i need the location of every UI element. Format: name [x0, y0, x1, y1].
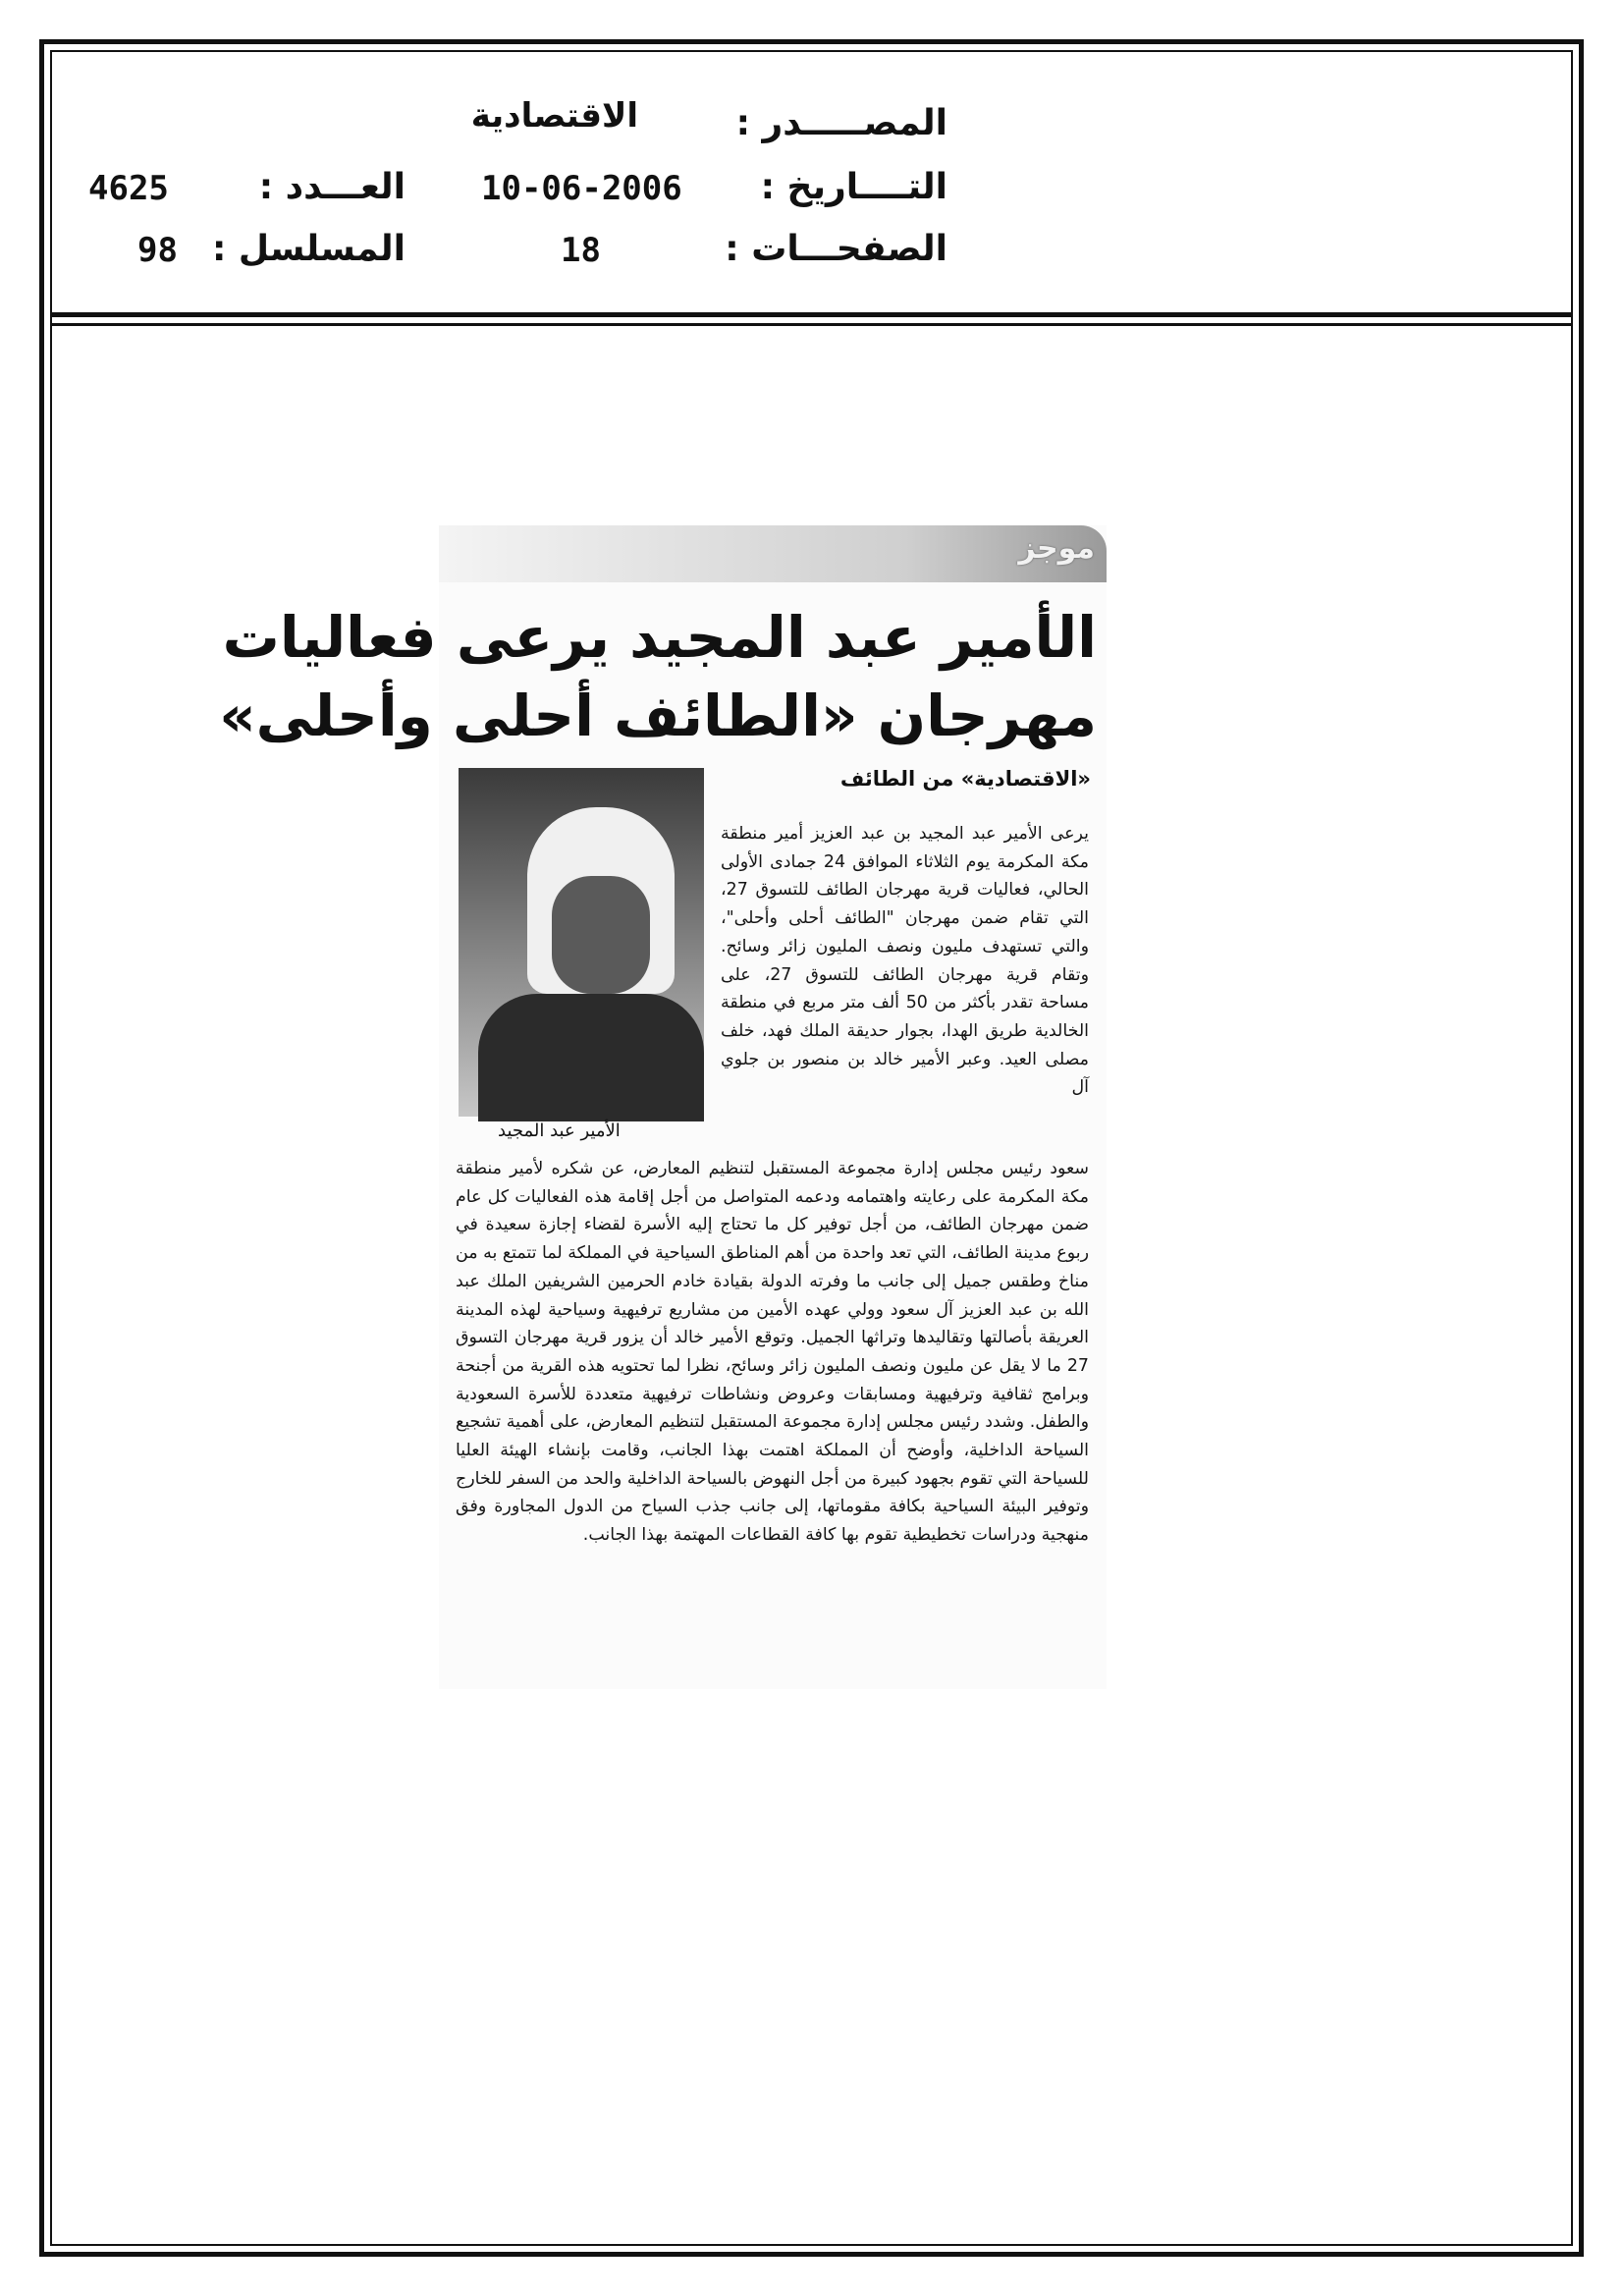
article-body-wide-column: سعود رئيس مجلس إدارة مجموعة المستقبل لتنظيم المعارض، عن شكره لأمير منطقة مكة المكرمة على رعايته واهتمامه ودعمه المتواصل من أجل إقامة هذه الفعاليات كل عام ضمن مهرجان الطائف، من أجل توفير كل ما تحتاج إليه الأسرة لقضاء إجازة سعيدة في ربوع مدينة الطائف، التي تعد واحدة من أهم المناطق السياحية في المملكة لما تتمتع به من مناخ وطقس جميل إلى جانب ما وفرته الدولة بقيادة خادم الحرمين الشريفين الملك عبد الله بن عبد العزيز آل سعود وولي عهده الأمين من مشاريع ترفيهية وسياحية لهذه المدينة العريقة بأصالتها وتقاليدها وتراثها الجميل. وتوقع الأمير خالد أن يزور قرية مهرجان التسوق 27 ما لا يقل عن مليون ونصف المليون زائر وسائح، نظرا لما تحتويه هذه القرية من أجنحة وبرامج ثقافية وترفيهية ومسابقات وعروض ونشاطات ترفيهية متعددة للأسرة السعودية والطفل. وشدد رئيس مجلس إدارة مجموعة المستقبل لتنظيم المعارض، على أهمية تشجيع السياحة الداخلية، وأوضح أن المملكة اهتمت بهذا الجانب، وقامت بإنشاء الهيئة العليا للسياحة التي تقوم بجهود كبيرة من أجل النهوض بالسياحة الداخلية والحد من السفر للخارج وتوفير البيئة السياحية بكافة مقوماتها، إلى جانب جذب السياح من الدول المجاورة وفق منهجية ودراسات تخطيطية تقوم بها كافة القطاعات المهتمة بهذا الجانب.	[456, 1159, 1089, 1546]
article-photo	[459, 768, 704, 1117]
photo-caption: الأمير عبد المجيد	[498, 1121, 621, 1141]
article-kicker: موجز	[1018, 531, 1095, 566]
article-headline-line-2: مهرجان «الطائف أحلى وأحلى»	[219, 683, 1097, 749]
photo-face	[552, 876, 650, 994]
article-body-narrow-column: يرعى الأمير عبد المجيد بن عبد العزيز أمير منطقة مكة المكرمة يوم الثلاثاء الموافق 24 جمادى الأولى الحالي، فعاليات قرية مهرجان الطائف للتسوق 27، التي تقام ضمن مهرجان "الطائف أحلى وأحلى"، والتي تستهدف مليون ونصف المليون زائر وسائح. وتقام قرية مهرجان الطائف للتسوق 27، على مساحة تقدر بأكثر من 50 ألف متر مربع في منطقة الخالدية طريق الهدا، بجوار حديقة الملك فهد، خلف مصلى العيد. وعبر الأمير خالد بن منصور بن جلوي آل	[721, 824, 1089, 1098]
pages-label: الصفحـــات :	[725, 229, 947, 269]
article-byline: «الاقتصادية» من الطائف	[839, 767, 1091, 791]
serial-value: 98	[137, 231, 178, 270]
issue-value: 4625	[88, 169, 169, 208]
source-label: المصـــــدر :	[735, 103, 947, 143]
date-value: 10-06-2006	[481, 169, 682, 208]
photo-shoulders	[478, 994, 704, 1121]
header-divider	[50, 312, 1573, 317]
pages-value: 18	[561, 231, 601, 270]
date-label: التــــاريخ :	[760, 167, 947, 207]
header-divider-secondary	[50, 323, 1573, 326]
article-headline-line-1: الأمير عبد المجيد يرعى فعاليات	[222, 604, 1097, 671]
serial-label: المسلسل :	[211, 229, 406, 269]
article-clipping	[219, 525, 1107, 1689]
source-value: الاقتصادية	[470, 96, 638, 136]
issue-label: العـــدد :	[258, 167, 406, 207]
article-kicker-band	[439, 525, 1107, 582]
